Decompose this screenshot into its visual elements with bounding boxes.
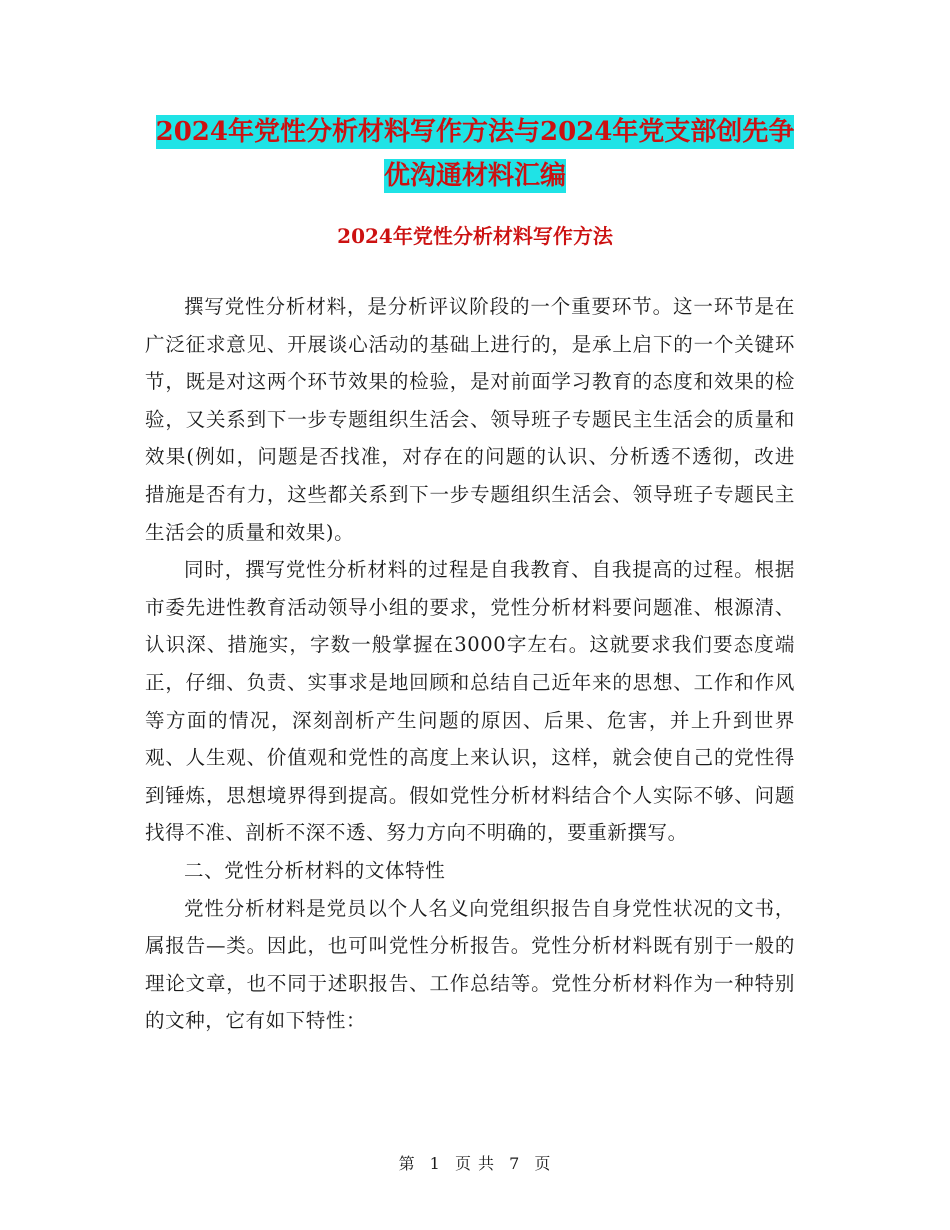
title-highlight-2: 优沟通材料汇编 bbox=[383, 161, 566, 191]
document-title-line-1 bbox=[140, 110, 810, 154]
title-highlight-1: 2024年党性分析材料写作方法与2024年党支部创先争 bbox=[155, 117, 795, 147]
page-footer bbox=[0, 1152, 950, 1176]
footer-total-pages: 7 bbox=[509, 1154, 521, 1173]
section-title: 2024年党性分析材料写作方法 bbox=[337, 224, 613, 248]
footer-suffix: 页 bbox=[534, 1154, 552, 1173]
document-body bbox=[145, 288, 795, 1040]
subheading-paragraph: 二、党性分析材料的文体特性 bbox=[184, 858, 446, 882]
footer-page-number: 1 bbox=[429, 1154, 441, 1173]
paragraph-3: 党性分析材料是党员以个人名义向党组织报告自身党性状况的文书，属报告—类。因此，也可叫党性分析报告。党性分析材料既有别于一般的理论文章，也不同于述职报告、工作总结等。党性分析材料作为一种特别的文种，它有如下特性： bbox=[145, 896, 795, 1033]
footer-prefix: 第 bbox=[398, 1154, 416, 1173]
paragraph-1: 撰写党性分析材料，是分析评议阶段的一个重要环节。这一环节是在广泛征求意见、开展谈心活动的基础上进行的，是承上启下的一个关键环节，既是对这两个环节效果的检验，是对前面学习教育的态度和效果的检验，又关系到下一步专题组织生活会、领导班子专题民主生活会的质量和效果(例如，问题是否找准，对存在的问题的认识、分析透不透彻，改进措施是否有力，这些都关系到下一步专题组织生活会、领导班子专题民主生活会的质量和效果)。 bbox=[145, 295, 795, 544]
footer-middle: 页 共 bbox=[454, 1154, 496, 1173]
document-title-line-2 bbox=[140, 154, 810, 198]
paragraph-2: 同时，撰写党性分析材料的过程是自我教育、自我提高的过程。根据市委先进性教育活动领导小组的要求，党性分析材料要问题准、根源清、认识深、措施实，字数一般掌握在3000字左右。这就要求我们要态度端正，仔细、负责、实事求是地回顾和总结自己近年来的思想、工作和作风等方面的情况，深刻剖析产生问题的原因、后果、危害，并上升到世界观、人生观、价值观和党性的高度上来认识，这样，就会使自己的党性得到锤炼，思想境界得到提高。假如党性分析材料结合个人实际不够、问题找得不准、剖析不深不透、努力方向不明确的，要重新撰写。 bbox=[145, 558, 795, 845]
